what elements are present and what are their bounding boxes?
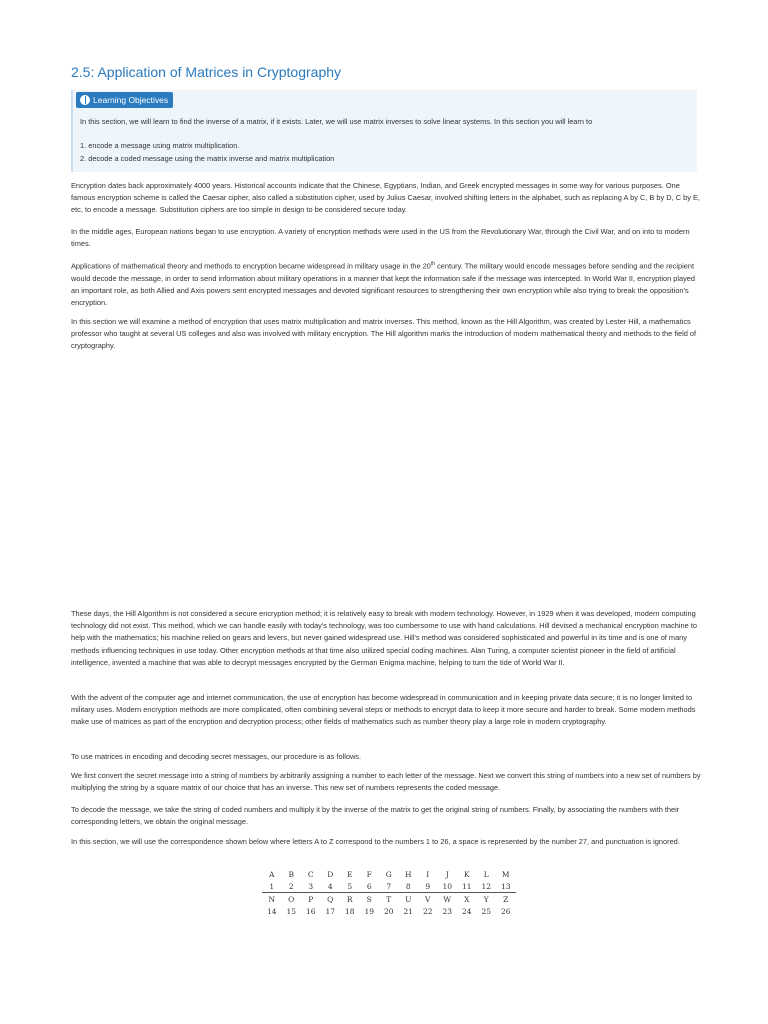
number-cell: 19: [364, 906, 375, 916]
number-cell: 16: [305, 906, 316, 916]
number-cell: 7: [379, 880, 399, 893]
learning-objectives-label: Learning Objectives: [93, 95, 169, 105]
letter-cell: Y: [483, 894, 489, 904]
paragraph-computer-age: With the advent of the computer age and internet communication, the use of encryption has become widespread in communication and in keeping private data secure; it is no longer limited to military uses. Modern encryption methods are more complicated, often combining several steps or methods to encrypt data to keep it more secure and harder to break. Some modern methods make use of matrices as part of the encryption and decryption process; other fields of mathematics such as number theory play a large role in modern cryptography.: [71, 693, 696, 727]
number-cell: 21: [403, 906, 414, 916]
number-cell: 1: [262, 880, 282, 893]
number-cell: 13: [496, 880, 516, 893]
paragraph-hill-algorithm: In this section we will examine a method of encryption that uses matrix multiplication and matrix inverses. This method, known as the Hill Algorithm, was created by Lester Hill, a mathematics professor who taught at several US colleges and also was involved with military encryption. The Hill algorithm marks the introduction of modern mathematical theory and methods to the field of cryptography.: [71, 317, 697, 351]
letter-cell: U: [405, 894, 412, 904]
number-cell: 10: [438, 880, 458, 893]
number-cell: 6: [360, 880, 380, 893]
table-row: [262, 905, 516, 917]
letter-cell: J: [445, 869, 449, 879]
number-cell: 5: [340, 880, 360, 893]
number-cell: 9: [418, 880, 438, 893]
number-cell: 15: [286, 906, 297, 916]
paragraph-decode-steps: To decode the message, we take the string of coded numbers and multiply it by the inverse of the matrix to get the original string of numbers. Finally, by associating the numbers with their corresponding letters, we obtain the original message.: [71, 805, 680, 827]
number-cell: 11: [457, 880, 477, 893]
paragraph-text: century. The military would encode messages before sending and the recipient would decode the message, in order to send information about military operations in a manner that kept the information safe if the message was intercepted. In World War II, encryption played an important role, as both Allied and Axis powers sent encrypted messages and devoted significant resources to strengthening their own encryption while also trying to break the opposition's encryption.: [71, 261, 696, 308]
learning-objectives-box: [71, 90, 697, 172]
page-title: 2.5: Application of Matrices in Cryptography: [71, 64, 342, 80]
number-cell: 26: [500, 906, 511, 916]
number-cell: 24: [461, 906, 472, 916]
letter-cell: S: [366, 894, 372, 904]
letter-cell: C: [307, 869, 314, 879]
brain-icon: [80, 95, 90, 105]
number-cell: 17: [325, 906, 336, 916]
letter-cell: X: [464, 894, 470, 904]
letter-cell: G: [385, 869, 392, 879]
letter-cell: M: [501, 869, 510, 879]
letter-number-table: [262, 868, 516, 917]
number-cell: 4: [321, 880, 341, 893]
number-cell: 12: [477, 880, 497, 893]
number-cell: 18: [344, 906, 355, 916]
number-cell: 22: [422, 906, 433, 916]
letter-cell: T: [386, 894, 392, 904]
number-cell: 8: [399, 880, 419, 893]
letter-cell: P: [308, 894, 314, 904]
objectives-list: [80, 139, 334, 165]
paragraph-encryption-history: Encryption dates back approximately 4000 years. Historical accounts indicate that the Chinese, Egyptians, Indian, and Greek encrypted messages in some way for various purposes. One famous encryption scheme is called the Caesar cipher, also called a substitution cipher, used by Julius Caesar, involved shifting letters in the alphabet, such as replacing A by C, B by D, C by E, etc, to encode a message. Substitution ciphers are too simple in design to be considered secure today.: [71, 181, 700, 215]
objectives-intro: In this section, we will learn to find the inverse of a matrix, if it exists. Later, we will use matrix inverses to solve linear systems. In this section you will learn to: [80, 117, 593, 126]
number-cell: 20: [383, 906, 394, 916]
paragraph-correspondence: In this section, we will use the correspondence shown below where letters A to Z correspond to the numbers 1 to 26, a space is represented by the number 27, and punctuation is ignored.: [71, 837, 680, 846]
letter-cell: F: [366, 869, 372, 879]
table-row: [262, 868, 516, 880]
letter-cell: Q: [327, 894, 334, 904]
paragraph-military-applications: [71, 258, 701, 309]
letter-cell: R: [346, 894, 353, 904]
letter-cell: Z: [503, 894, 509, 904]
paragraph-procedure-intro: To use matrices in encoding and decoding secret messages, our procedure is as follows.: [71, 752, 362, 761]
letter-cell: D: [327, 869, 334, 879]
letter-cell: K: [463, 869, 470, 879]
letter-cell: I: [426, 869, 430, 879]
paragraph-modern-security: These days, the Hill Algorithm is not considered a secure encryption method; it is relatively easy to break with modern technology. However, in 1929 when it was developed, modern computing technology did not exist. This method, which we can handle easily with today's technology, was too cumbersome to use with hand calculations. Hill devised a mechanical encryption machine to help with the mathematics; his machine relied on gears and levers, but never gained widespread use. Hill's method was considered sophisticated and powerful in its time and is one of many methods influencing techniques in use today. Other encryption methods at that time also utilized special coding machines. Alan Turing, a computer scientist pioneer in the field of artificial intelligence, invented a machine that was able to decrypt messages encrypted by the German Enigma machine, helping to turn the tide of World War II.: [71, 609, 697, 667]
letter-cell: N: [268, 894, 276, 904]
letter-cell: L: [483, 869, 489, 879]
letter-cell: E: [347, 869, 353, 879]
paragraph-middle-ages: In the middle ages, European nations began to use encryption. A variety of encryption methods were used in the US from the Revolutionary War, through the Civil War, and on into to modern times.: [71, 227, 690, 249]
letter-cell: W: [443, 894, 452, 904]
number-cell: 25: [481, 906, 492, 916]
objective-item: 2. decode a coded message using the matrix inverse and matrix multiplication: [80, 154, 335, 163]
letter-cell: B: [288, 869, 294, 879]
number-cell: 3: [301, 880, 321, 893]
table-row: [262, 893, 516, 906]
number-cell: 2: [282, 880, 302, 893]
paragraph-encode-steps: We first convert the secret message into a string of numbers by arbitrarily assigning a number to each letter of the message. Next we convert this string of numbers into a new set of numbers by multiplying the string by a square matrix of our choice that has an inverse. This new set of numbers represents the coded message.: [71, 771, 701, 793]
ordinal-suffix: th: [430, 261, 436, 267]
letter-cell: O: [288, 894, 295, 904]
letter-cell: V: [425, 894, 431, 904]
objective-item: 1. encode a message using matrix multiplication.: [80, 141, 240, 150]
letter-cell: A: [269, 869, 275, 879]
learning-objectives-badge: [76, 92, 173, 108]
letter-cell: H: [404, 869, 412, 879]
table-row: [262, 880, 516, 893]
number-cell: 23: [442, 906, 453, 916]
number-cell: 14: [266, 906, 277, 916]
paragraph-text: Applications of mathematical theory and methods to encryption became widespread in military usage in the 20: [71, 261, 431, 271]
